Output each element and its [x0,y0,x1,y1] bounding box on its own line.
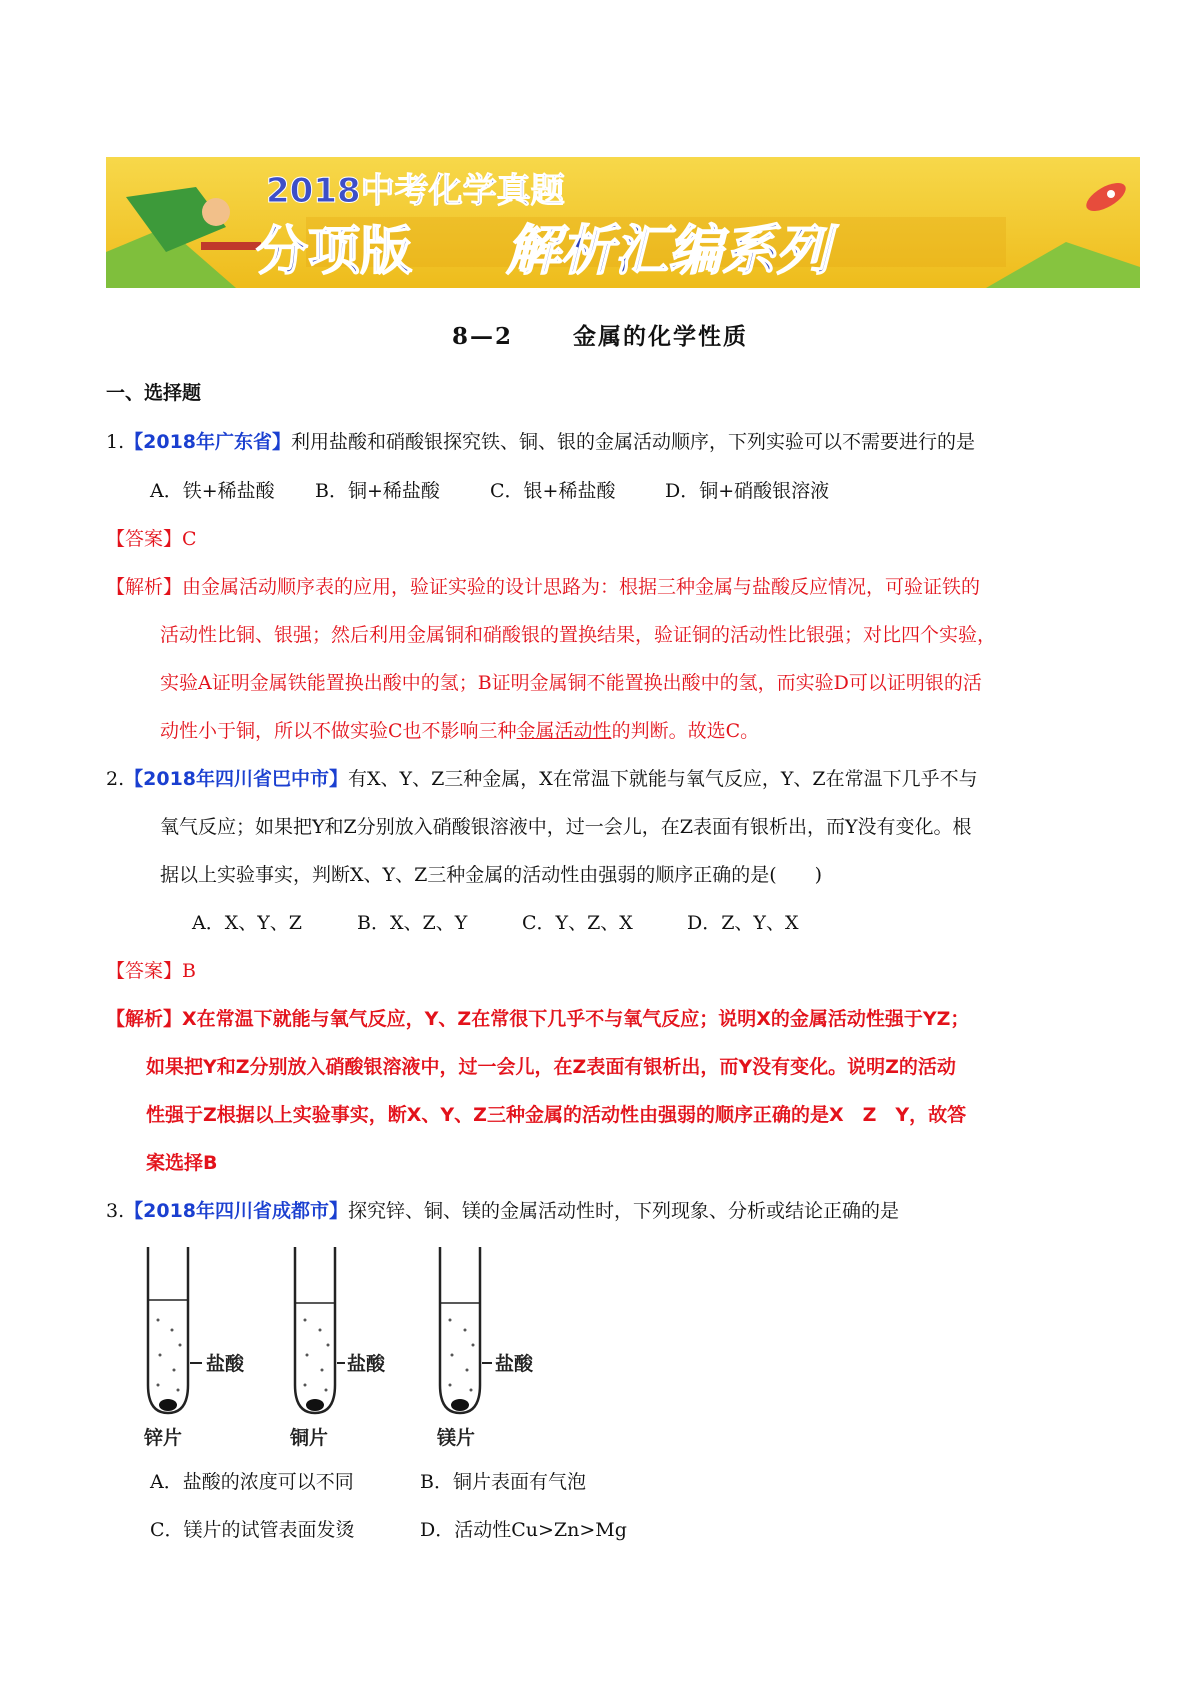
q1-option-c: C．银+稀盐酸 [490,480,616,502]
q2-source: 【2018年四川省巴中市】 [124,768,349,790]
q2-analysis-line-2: 如果把Y和Z分别放入硝酸银溶液中，过一会儿，在Z表面有银析出，而Y没有变化。说明Z的活动 [146,1056,956,1078]
zinc-piece [159,1399,177,1411]
q1-stem-text: 利用盐酸和硝酸银探究铁、铜、银的金属活动顺序，下列实验可以不需要进行的是 [291,431,976,453]
banner-line2a: 分项版 [256,222,413,282]
q2-options [192,911,799,935]
q2-answer [106,959,196,983]
q2-option-d: D．Z、Y、X [687,912,799,934]
q1-option-a: A．铁+稀盐酸 [150,480,275,502]
test-tube-3 [440,1247,480,1413]
magnesium-piece [451,1399,469,1411]
q2-stem-line-3: 据以上实验事实，判断X、Y、Z三种金属的活动性由强弱的顺序正确的是( ) [160,864,823,886]
q1-stem [106,430,975,454]
q3-number: 3. [106,1200,125,1222]
q3-stem-text: 探究锌、铜、镁的金属活动性时，下列现象、分析或结论正确的是 [348,1200,900,1222]
banner-graphic [106,157,1140,288]
test-tube-figure [140,1245,560,1450]
title-number: 8—2 [451,323,513,350]
q2-option-a: A．X、Y、Z [192,912,302,934]
test-tube-1 [148,1247,188,1413]
q2-stem-text-1: 有X、Y、Z三种金属，X在常温下就能与氧气反应，Y、Z在常温下几乎不与 [348,768,978,790]
q2-answer-value: B [182,960,196,982]
q1-analysis-line-2: 活动性比铜、银强；然后利用金属铜和硝酸银的置换结果，验证铜的活动性比银强；对比四个实验， [160,624,997,646]
test-tube-2 [295,1247,335,1413]
q3-option-c: C．镁片的试管表面发烫 [150,1519,355,1541]
q1-analysis-line-4 [160,719,759,743]
metal-label-1: 锌片 [144,1427,183,1449]
q1-answer-label: 【答案】 [106,528,183,550]
q2-stem-line-2: 氧气反应；如果把Y和Z分别放入硝酸银溶液中，过一会儿，在Z表面有银析出，而Y没有变化。根 [160,816,972,838]
q3-option-a: A．盐酸的浓度可以不同 [150,1471,354,1493]
q1-analysis-line-3: 实验A证明金属铁能置换出酸中的氢；B证明金属铜不能置换出酸中的氢，而实验D可以证明银的活 [160,672,982,694]
q2-stem-line-1 [106,767,978,791]
metal-label-2: 铜片 [290,1427,329,1449]
q2-analysis-line-1 [106,1007,969,1031]
metal-label-3: 镁片 [437,1427,476,1449]
q1-analysis-text-4: 动性小于铜，所以不做实验C也不影响三种 [160,720,517,742]
q2-analysis-line-4: 案选择B [146,1152,218,1174]
q3-option-b: B．铜片表面有气泡 [420,1471,586,1493]
header-banner [106,157,1140,288]
q2-option-b: B．X、Z、Y [357,912,468,934]
q1-option-b: B．铜+稀盐酸 [315,480,440,502]
q1-analysis-text-1: 由金属活动顺序表的应用，验证实验的设计思路为：根据三种金属与盐酸反应情况，可验证铁的 [182,576,981,598]
q3-options-row-2 [150,1518,627,1542]
copper-piece [306,1399,324,1411]
q2-number: 2. [106,768,125,790]
q1-analysis-line-1 [106,575,980,599]
q3-source: 【2018年四川省成都市】 [124,1200,349,1222]
q2-analysis-text-1: X在常温下就能与氧气反应，Y、Z在常很下几乎不与氧气反应；说明X的金属活动性强于YZ； [182,1008,970,1030]
q3-stem [106,1199,899,1223]
page-title [0,318,1200,351]
banner-line1: 2018中考化学真题 [266,171,565,211]
q1-option-d: D．铜+硝酸银溶液 [665,480,830,502]
test-tubes-illustration [140,1245,560,1450]
q3-options-row-1 [150,1470,586,1494]
q2-analysis-line-3: 性强于Z根据以上实验事实，断X、Y、Z三种金属的活动性由强弱的顺序正确的是X Z Y，故答 [146,1104,967,1126]
q2-answer-label: 【答案】 [106,960,183,982]
q1-options [150,479,829,503]
q3-option-d: D．活动性Cu>Zn>Mg [420,1519,627,1541]
section-heading: 一、选择题 [106,382,202,404]
acid-label-3: 盐酸 [495,1353,534,1375]
liquid-dots [157,1319,475,1392]
q2-analysis-label: 【解析】 [106,1008,183,1030]
banner-line2b: 解析汇编系列 [506,219,830,282]
acid-label-1: 盐酸 [206,1353,245,1375]
q1-source: 【2018年广东省】 [124,431,292,453]
q1-answer-value: C [182,528,197,550]
q1-analysis-end: 的判断。故选C。 [611,720,760,742]
title-text: 金属的化学性质 [573,323,748,350]
q1-analysis-underline: 金属活动性 [516,720,612,742]
q1-answer [106,527,197,551]
acid-label-2: 盐酸 [347,1353,386,1375]
q1-analysis-label: 【解析】 [106,576,183,598]
q1-number: 1. [106,431,125,453]
q2-option-c: C．Y、Z、X [522,912,633,934]
